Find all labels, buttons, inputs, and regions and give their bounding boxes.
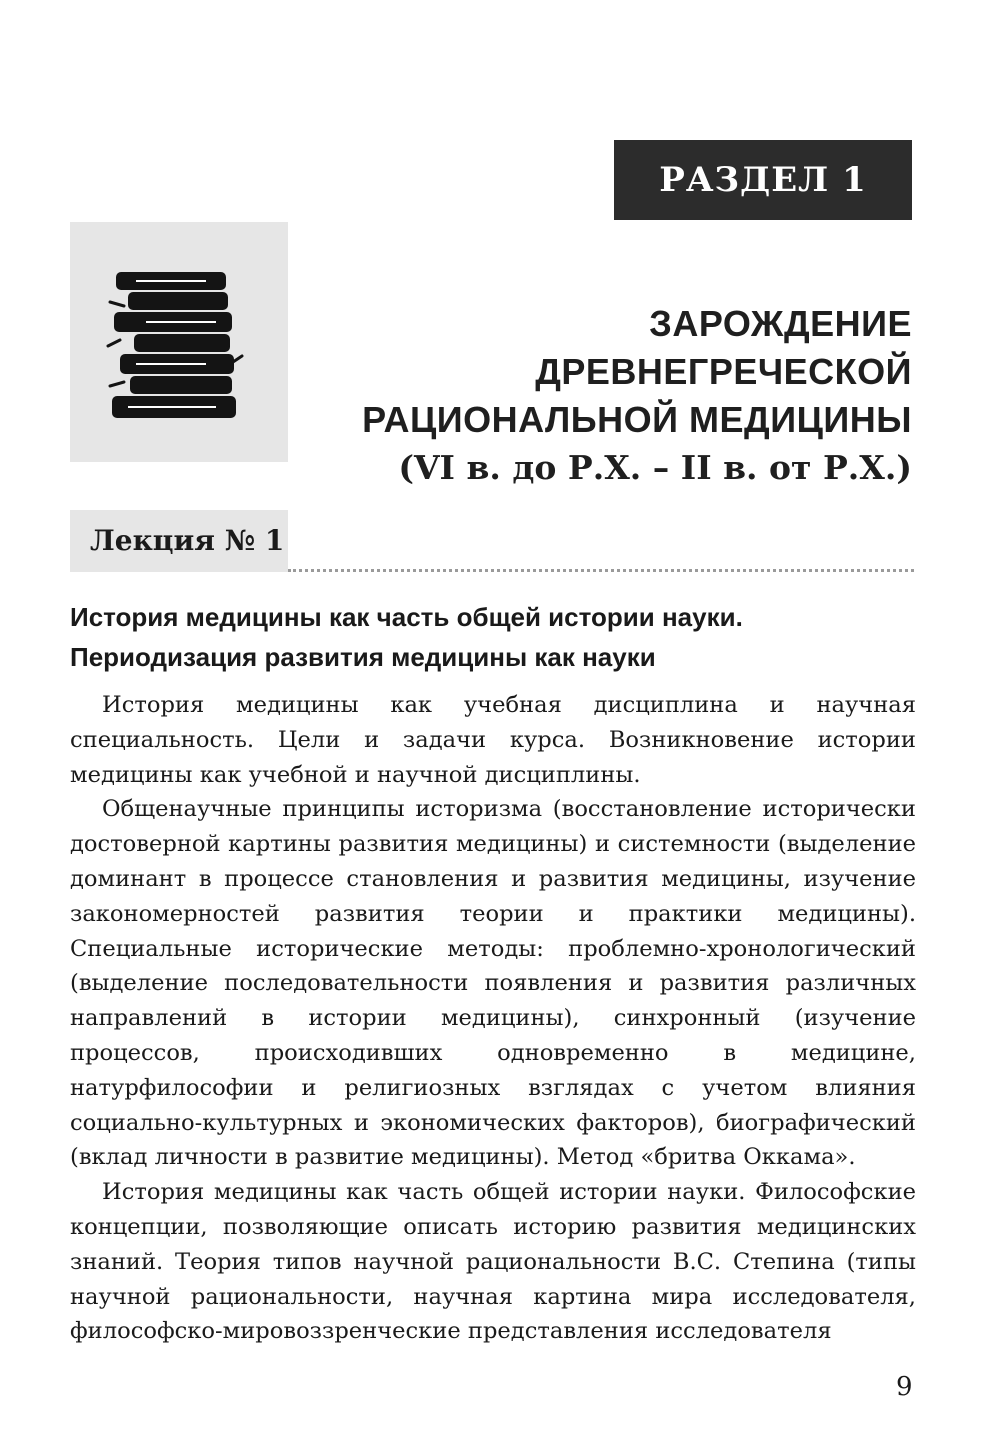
paragraph: Общенаучные принципы историзма (восстановление исторически достоверной картины развития медицины) и системности (выделение доминант в процессе становления и развития медицины, изучение закономерностей развития теории и практики медицины). Специальные исторические методы: проблемно-хронологический (выделение последовательности появления и развития различных направлений в истории медицины), синхронный (изучение процессов, происходивших одновременно в медицине, натурфилософии и религиозных взглядах с учетом влияния социально-культурных и экономических факторов), биографический (вклад личности в развитие медицины). Метод «бритва Оккама». [70,796,916,1171]
page-number: 9 [896,1372,913,1402]
chapter-title-line-2: ДРЕВНЕГРЕЧЕСКОЙ [535,351,912,392]
section-badge [614,140,912,220]
lecture-divider [288,569,914,572]
lecture-heading-line-2: Периодизация развития медицины как науки [70,642,656,672]
chapter-title-line-3: РАЦИОНАЛЬНОЙ МЕДИЦИНЫ [362,399,912,440]
paragraph: История медицины как учебная дисциплина и научная специальность. Цели и задачи курса. Возникновение истории медицины как учебной и научной дисциплины. [70,692,916,788]
paragraph: История медицины как часть общей истории науки. Философские концепции, позволяющие описать историю развития медицинских знаний. Теория типов научной рациональности В.С. Степина (типы научной рациональности, научная картина мира исследователя, философско-мировоззренческие представления исследователя [70,1179,916,1345]
lecture-heading [70,597,920,677]
stack-of-books-icon [106,262,246,422]
chapter-title-line-1: ЗАРОЖДЕНИЕ [649,303,912,344]
books-illustration-panel [70,222,288,462]
chapter-period: (VI в. до Р.Х. – II в. от Р.Х.) [398,448,912,487]
lecture-label: Лекция № 1 [90,524,285,557]
lecture-tab [70,510,288,572]
body-text [70,688,916,1349]
lecture-heading-line-1: История медицины как часть общей истории науки. [70,602,743,632]
section-label: РАЗДЕЛ 1 [659,160,867,200]
chapter-title [362,300,912,492]
